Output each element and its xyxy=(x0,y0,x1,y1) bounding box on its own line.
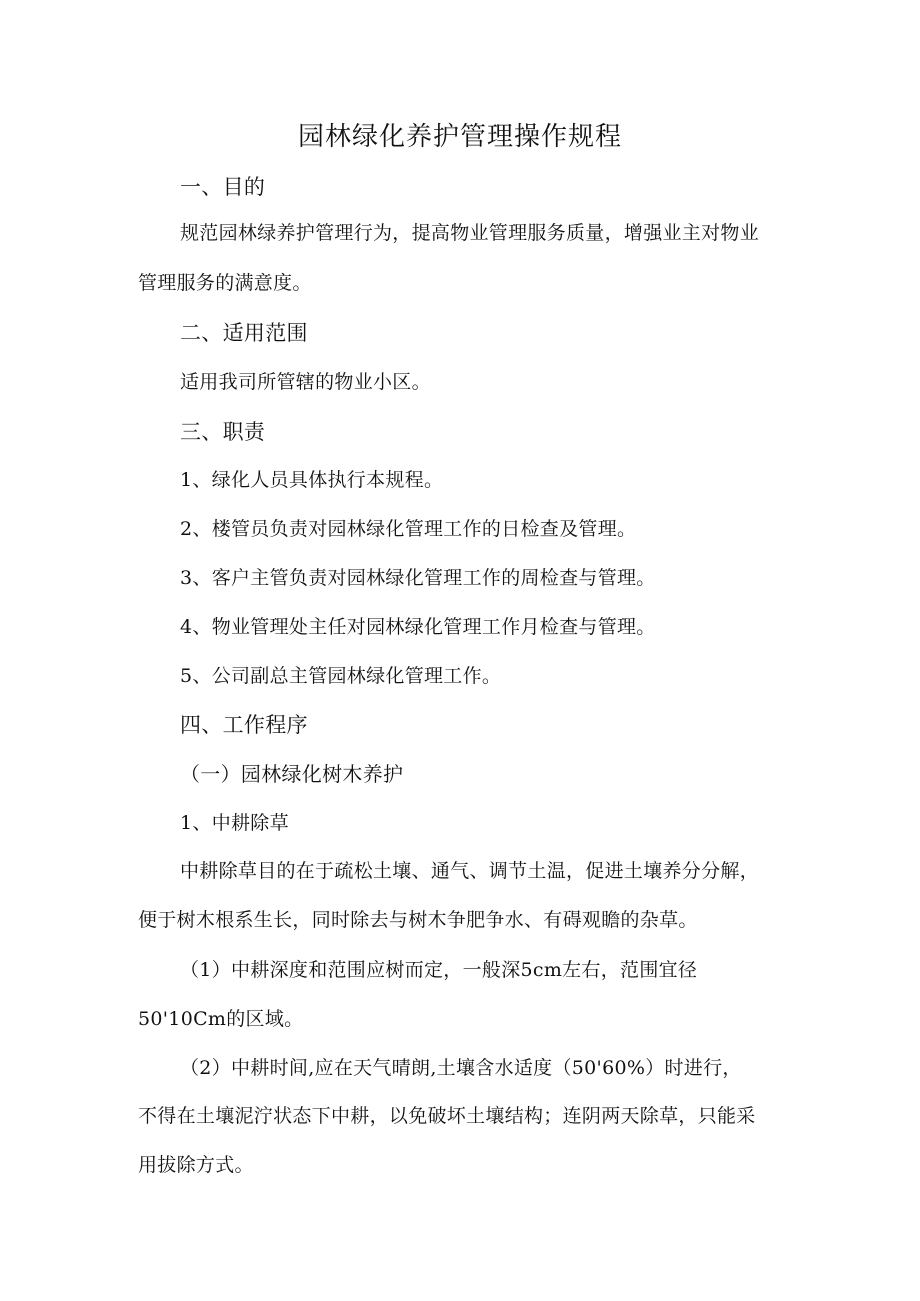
duty-item: 2、楼管员负责对园林绿化管理工作的日检查及管理。 xyxy=(180,518,637,540)
section-heading-scope: 二、适用范围 xyxy=(180,321,308,345)
paragraph-line: 规范园林绿养护管理行为，提高物业管理服务质量，增强业主对物业 xyxy=(180,222,760,244)
paragraph-line: （1）中耕深度和范围应树而定，一般深5cm左右，范围宜径 xyxy=(180,959,698,981)
section-heading-procedure: 四、工作程序 xyxy=(180,713,308,737)
paragraph-line: 管理服务的满意度。 xyxy=(138,272,312,294)
paragraph-line: 50'10Cm的区域。 xyxy=(138,1008,304,1030)
paragraph-line: 适用我司所管辖的物业小区。 xyxy=(180,371,431,393)
paragraph-line: 便于树木根系生长，同时除去与树木争肥争水、有碍观瞻的杂草。 xyxy=(138,909,698,931)
item-title: 1、中耕除草 xyxy=(180,812,289,834)
duty-item: 1、绿化人员具体执行本规程。 xyxy=(180,469,444,491)
section-heading-purpose: 一、目的 xyxy=(180,175,266,199)
duty-item: 3、客户主管负责对园林绿化管理工作的周检查与管理。 xyxy=(180,567,656,589)
paragraph-line: 中耕除草目的在于疏松土壤、通气、调节土温，促进土壤养分分解， xyxy=(180,860,760,882)
paragraph-line: 用拔除方式。 xyxy=(138,1154,254,1176)
paragraph-line: 不得在土壤泥泞状态下中耕，以免破坏土壤结构；连阴两天除草，只能采 xyxy=(138,1105,756,1127)
section-heading-duties: 三、职责 xyxy=(180,420,266,444)
paragraph-line: （2）中耕时间,应在天气晴朗,土壤含水适度（50'60%）时进行， xyxy=(180,1057,742,1079)
document-title: 园林绿化养护管理操作规程 xyxy=(297,122,622,152)
duty-item: 5、公司副总主管园林绿化管理工作。 xyxy=(180,665,502,687)
subsection-heading: （一）园林绿化树木养护 xyxy=(180,762,404,786)
duty-item: 4、物业管理处主任对园林绿化管理工作月检查与管理。 xyxy=(180,616,656,638)
